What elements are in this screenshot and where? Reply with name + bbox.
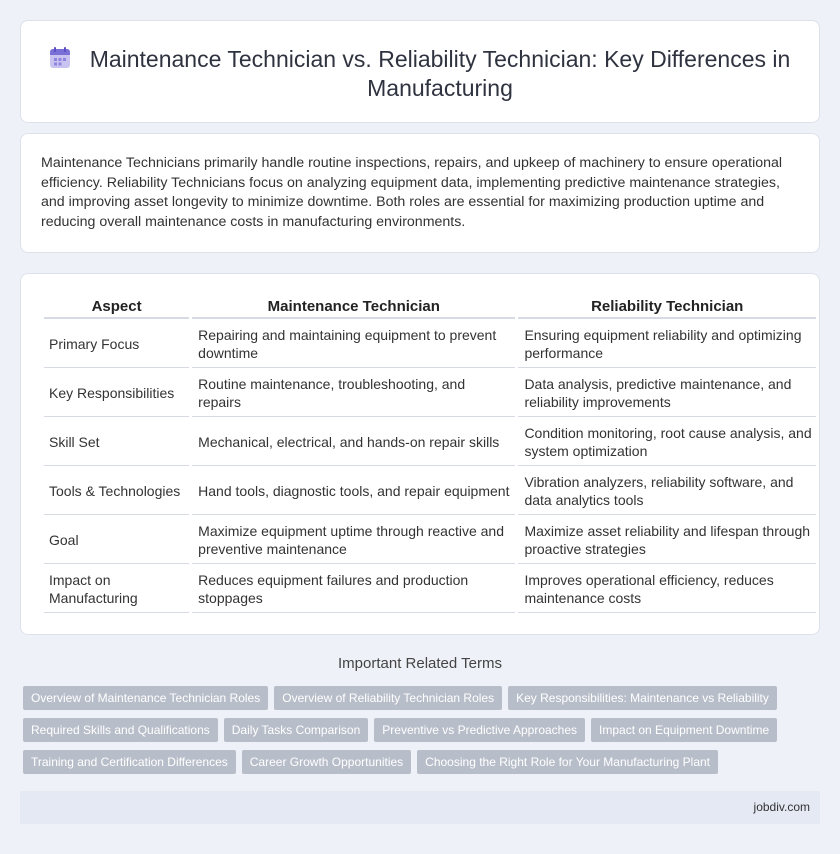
reliability-cell: Ensuring equipment reliability and optimizing performance bbox=[518, 321, 816, 368]
related-term-tag[interactable]: Daily Tasks Comparison bbox=[224, 718, 369, 742]
intro-paragraph: Maintenance Technicians primarily handle routine inspections, repairs, and upkeep of machinery to ensure operational efficiency. Reliability Technicians focus on analyzing equipment data, implementing predictive maintenance strategies, and improving asset longevity to minimize downtime. Both roles are essential for maximizing production uptime and reducing overall maintenance costs in manufacturing environments. bbox=[41, 155, 783, 230]
reliability-cell: Improves operational efficiency, reduces maintenance costs bbox=[518, 566, 816, 613]
reliability-cell: Maximize asset reliability and lifespan through proactive strategies bbox=[518, 517, 816, 564]
maintenance-cell: Maximize equipment uptime through reactive and preventive maintenance bbox=[192, 517, 515, 564]
related-term-tag[interactable]: Training and Certification Differences bbox=[23, 750, 236, 774]
related-terms-heading: Important Related Terms bbox=[338, 655, 502, 672]
page-title: Maintenance Technician vs. Reliability Technician: Key Differences in Manufacturing bbox=[89, 46, 791, 101]
related-term-tag[interactable]: Overview of Reliability Technician Roles bbox=[274, 686, 502, 710]
maintenance-cell: Routine maintenance, troubleshooting, and repairs bbox=[192, 370, 515, 417]
related-term-tag[interactable]: Required Skills and Qualifications bbox=[23, 718, 218, 742]
aspect-cell: Goal bbox=[44, 517, 189, 564]
table-row bbox=[44, 370, 816, 417]
related-term-tag[interactable]: Overview of Maintenance Technician Roles bbox=[23, 686, 268, 710]
title-card bbox=[20, 20, 820, 123]
related-term-tag[interactable]: Impact on Equipment Downtime bbox=[591, 718, 777, 742]
maintenance-cell: Reduces equipment failures and production stoppages bbox=[192, 566, 515, 613]
aspect-cell: Primary Focus bbox=[44, 321, 189, 368]
comparison-table bbox=[41, 294, 819, 615]
footer bbox=[20, 791, 820, 824]
maintenance-cell: Mechanical, electrical, and hands-on repair skills bbox=[192, 419, 515, 466]
aspect-cell: Skill Set bbox=[44, 419, 189, 466]
maintenance-cell: Repairing and maintaining equipment to prevent downtime bbox=[192, 321, 515, 368]
intro-card bbox=[20, 133, 820, 253]
related-terms-list bbox=[23, 686, 813, 774]
aspect-cell: Tools & Technologies bbox=[44, 468, 189, 515]
related-term-tag[interactable]: Career Growth Opportunities bbox=[242, 750, 411, 774]
reliability-cell: Data analysis, predictive maintenance, and reliability improvements bbox=[518, 370, 816, 417]
table-header-row bbox=[44, 296, 816, 319]
related-term-tag[interactable]: Preventive vs Predictive Approaches bbox=[374, 718, 585, 742]
header-aspect: Aspect bbox=[44, 296, 189, 319]
related-term-tag[interactable]: Choosing the Right Role for Your Manufacturing Plant bbox=[417, 750, 718, 774]
related-term-tag[interactable]: Key Responsibilities: Maintenance vs Reliability bbox=[508, 686, 777, 710]
aspect-cell: Key Responsibilities bbox=[44, 370, 189, 417]
header-reliability: Reliability Technician bbox=[518, 296, 816, 319]
footer-site-link[interactable]: jobdiv.com bbox=[753, 800, 810, 814]
aspect-cell: Impact on Manufacturing bbox=[44, 566, 189, 613]
header-maintenance: Maintenance Technician bbox=[192, 296, 515, 319]
table-row bbox=[44, 566, 816, 613]
reliability-cell: Condition monitoring, root cause analysis, and system optimization bbox=[518, 419, 816, 466]
table-row bbox=[44, 468, 816, 515]
maintenance-cell: Hand tools, diagnostic tools, and repair equipment bbox=[192, 468, 515, 515]
table-row bbox=[44, 517, 816, 564]
reliability-cell: Vibration analyzers, reliability software, and data analytics tools bbox=[518, 468, 816, 515]
comparison-card bbox=[20, 273, 820, 635]
table-row bbox=[44, 419, 816, 466]
table-row bbox=[44, 321, 816, 368]
